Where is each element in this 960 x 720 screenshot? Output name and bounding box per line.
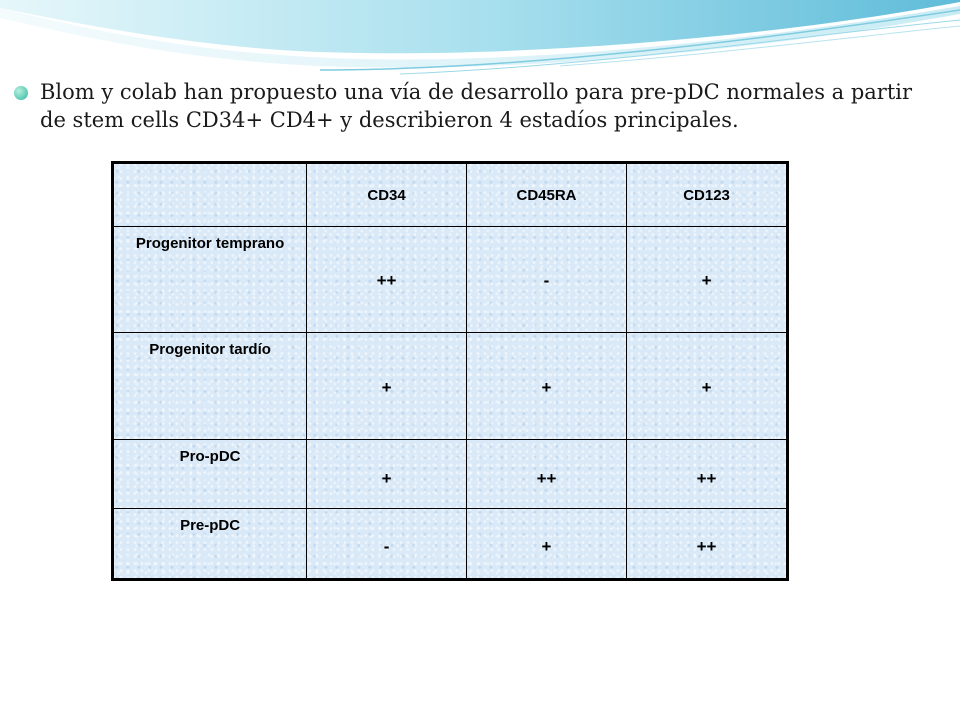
table-row [113,509,788,580]
row-label [113,509,307,580]
bullet-text: Blom y colab han propuesto una vía de desarrollo para pre-pDC normales a partir de stem cells CD34+ CD4+ y describieron 4 estadíos principales. [40,80,913,132]
value-cell [307,227,467,333]
row-label-text: Progenitor tardío [149,341,271,358]
value-text: ++ [696,469,717,488]
header-cell-cd45ra: CD45RA [466,163,626,227]
value-cell [307,333,467,440]
value-text: - [543,270,550,290]
value-text: ++ [696,536,717,556]
value-text: + [701,378,712,397]
table-row [113,333,788,440]
bullet-item [14,78,934,134]
row-label-text: Progenitor temprano [135,235,285,252]
value-cell [627,333,788,440]
value-text: + [381,378,392,397]
value-text: + [541,378,552,397]
value-cell [307,509,467,580]
header-cell-cd123: CD123 [627,163,788,227]
row-label [113,440,307,509]
row-label [113,333,307,440]
row-label [113,227,307,333]
value-text: - [383,536,390,556]
value-text: + [541,536,552,556]
table-row [113,440,788,509]
header-cell-empty [113,163,307,227]
value-cell [307,440,467,509]
header-swoosh-decoration [0,0,960,90]
value-cell [466,333,626,440]
value-cell [627,440,788,509]
table-row [113,227,788,333]
value-text: + [701,270,712,290]
row-label-text: Pre-pDC [180,517,241,534]
value-text: ++ [536,469,557,488]
header-cell-cd34: CD34 [307,163,467,227]
value-cell [466,440,626,509]
value-cell [466,227,626,333]
value-cell [466,509,626,580]
marker-table [111,161,789,581]
value-text: ++ [376,270,397,290]
value-text: + [381,469,392,488]
row-label-text: Pro-pDC [179,448,241,465]
value-cell [627,509,788,580]
value-cell [627,227,788,333]
table-header-row [113,163,788,227]
bullet-dot-icon [14,86,28,100]
